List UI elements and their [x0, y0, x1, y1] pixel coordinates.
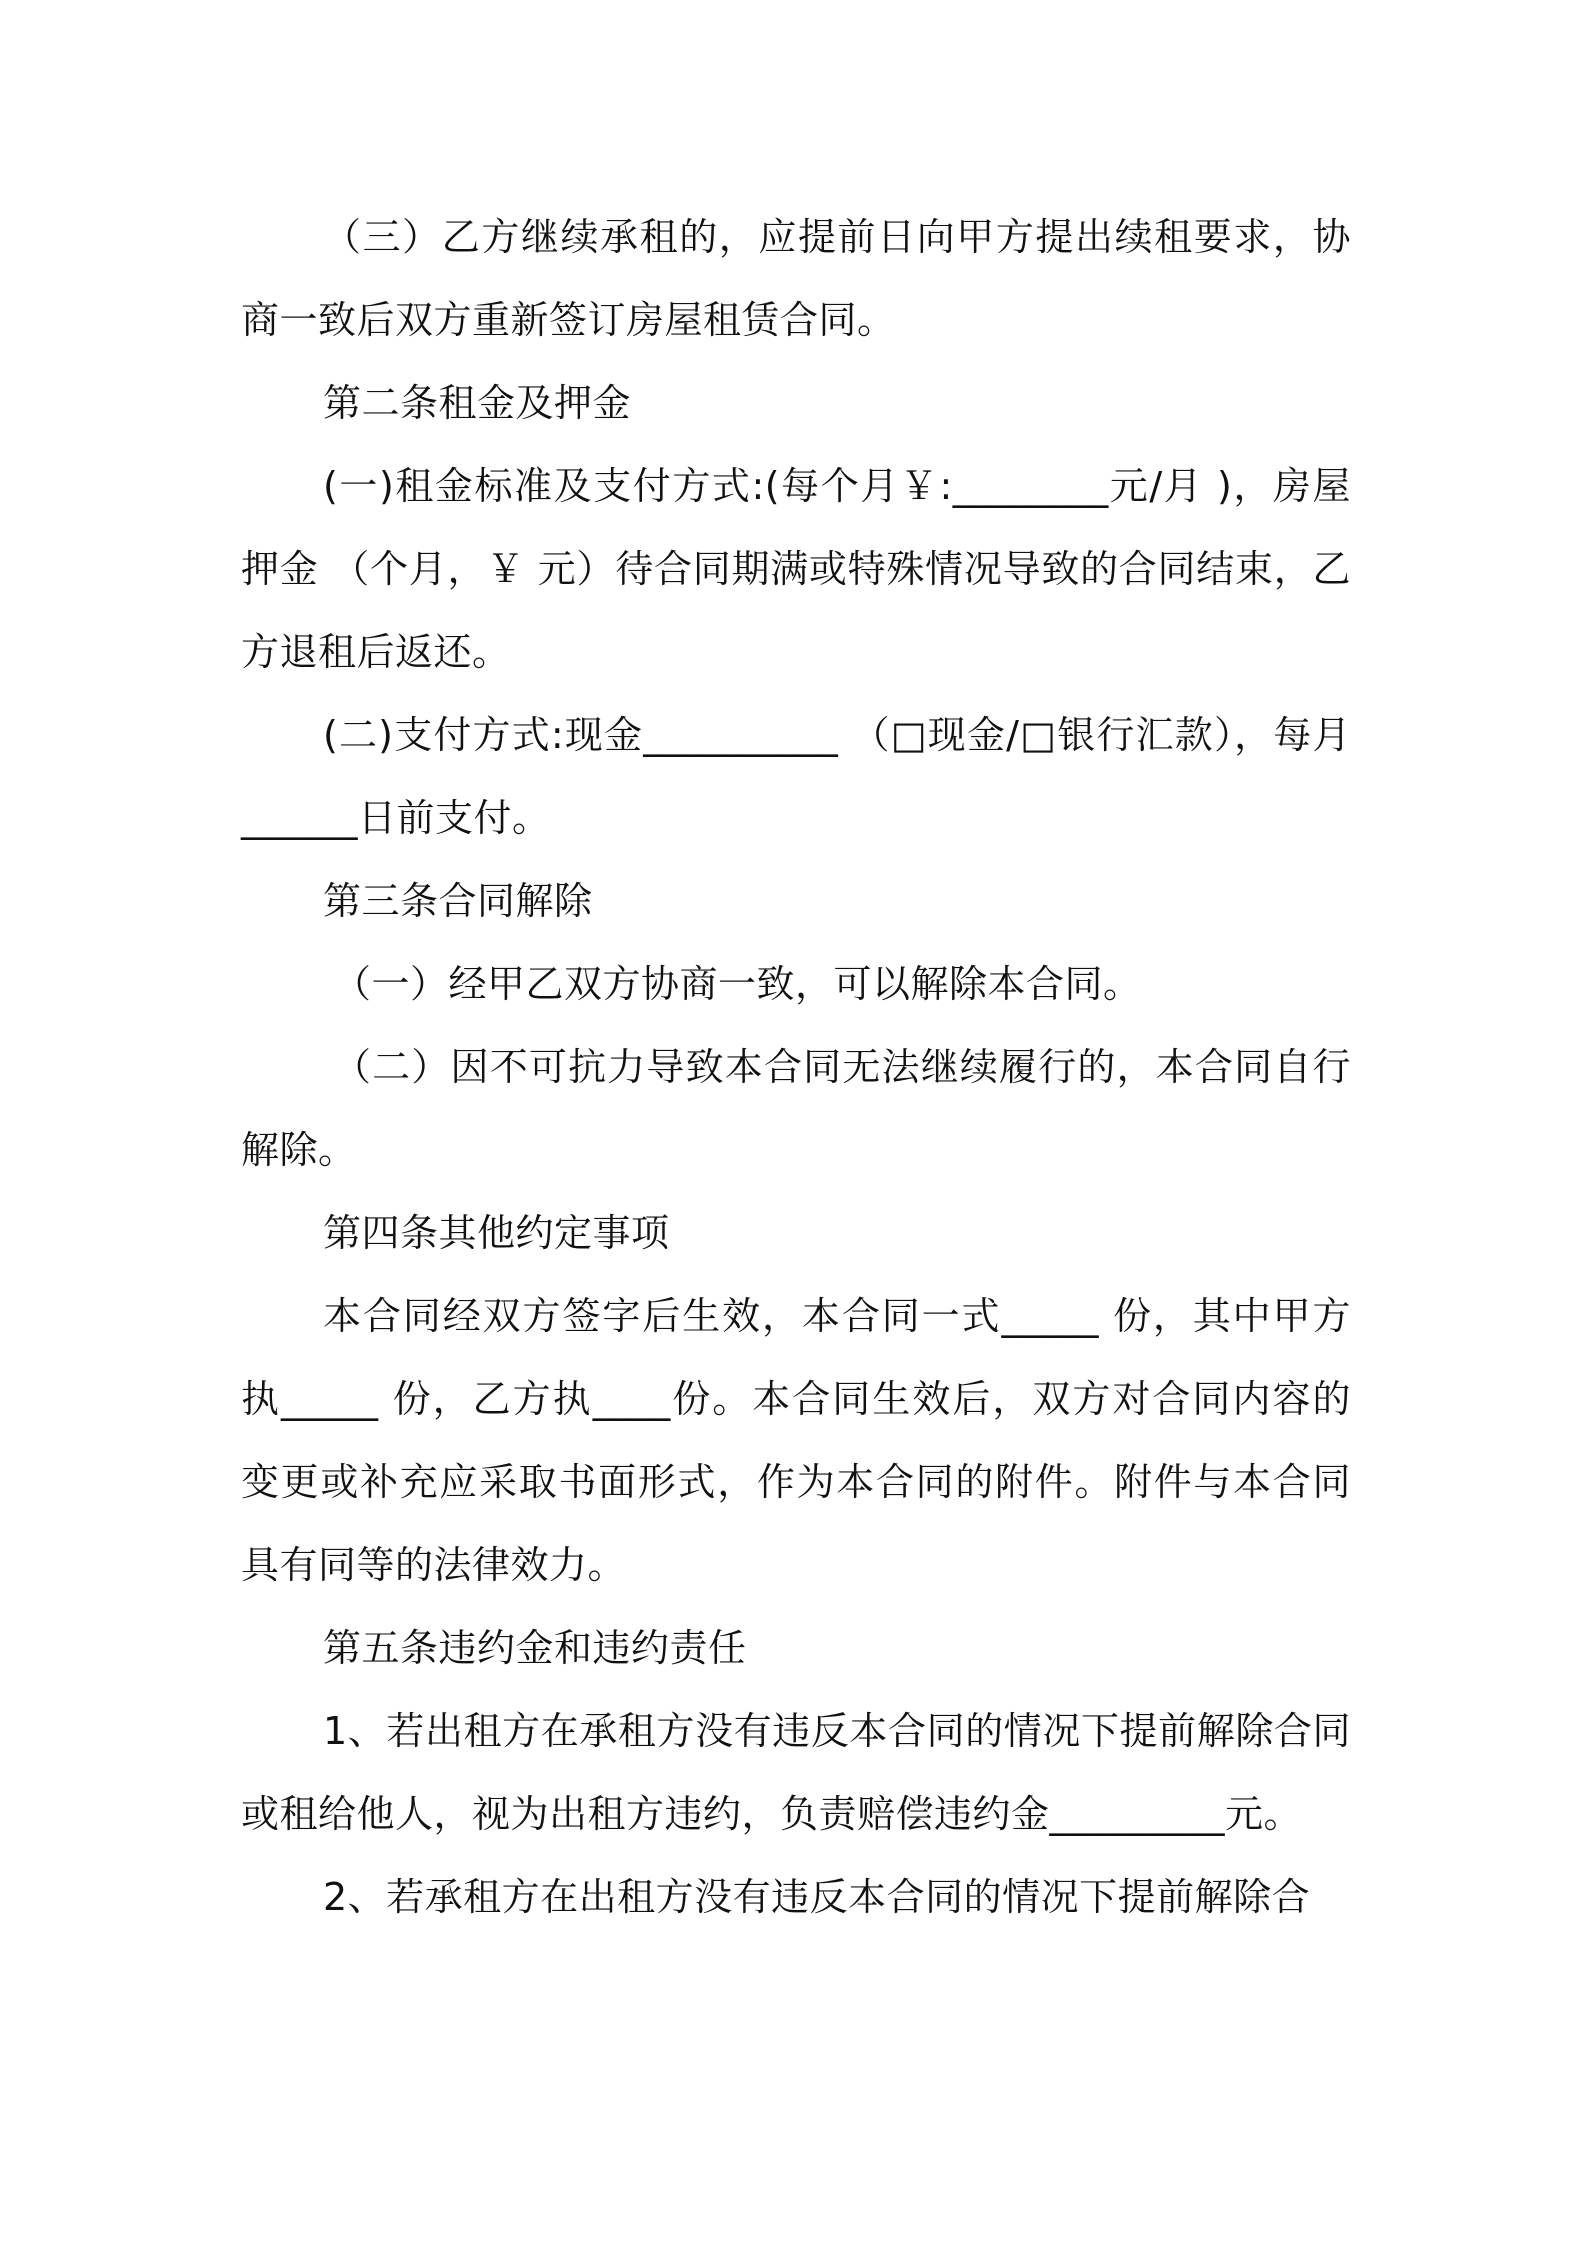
heading-article-5: 第五条违约金和违约责任	[323, 1626, 747, 1670]
paragraph-termination-1: （一）经甲乙双方协商一致，可以解除本合同。	[333, 962, 1142, 1006]
paragraph-renewal: （三）乙方继续承租的，应提前日向甲方提出续租要求，协商一致后双方重新签订房屋租赁合同。	[241, 215, 1351, 342]
paragraph-other-matters: 本合同经双方签字后生效，本合同一式_____ 份，其中甲方执_____ 份，乙方执____份。本合同生效后，双方对合同内容的变更或补充应采取书面形式，作为本合同的附件。附件与本合同具有同等的法律效力。	[241, 1294, 1351, 1587]
paragraph-rent-standard: (一)租金标准及支付方式:(每个月￥:________元/月 )，房屋押金 （个月，￥ 元）待合同期满或特殊情况导致的合同结束，乙方退租后返还。	[241, 464, 1351, 674]
paragraph-payment-method: (二)支付方式:现金__________ （□现金/□银行汇款），每月______日前支付。	[241, 713, 1351, 840]
heading-article-4: 第四条其他约定事项	[323, 1211, 670, 1255]
heading-article-3: 第三条合同解除	[323, 879, 593, 923]
paragraph-lessee-breach: 2、若承租方在出租方没有违反本合同的情况下提前解除合	[323, 1875, 1311, 1919]
heading-article-2: 第二条租金及押金	[323, 381, 632, 425]
document-body	[241, 196, 1351, 1939]
paragraph-termination-2: （二）因不可抗力导致本合同无法继续履行的，本合同自行解除。	[241, 1045, 1351, 1172]
paragraph-lessor-breach: 1、若出租方在承租方没有违反本合同的情况下提前解除合同或租给他人，视为出租方违约，负责赔偿违约金_________元。	[241, 1709, 1351, 1836]
